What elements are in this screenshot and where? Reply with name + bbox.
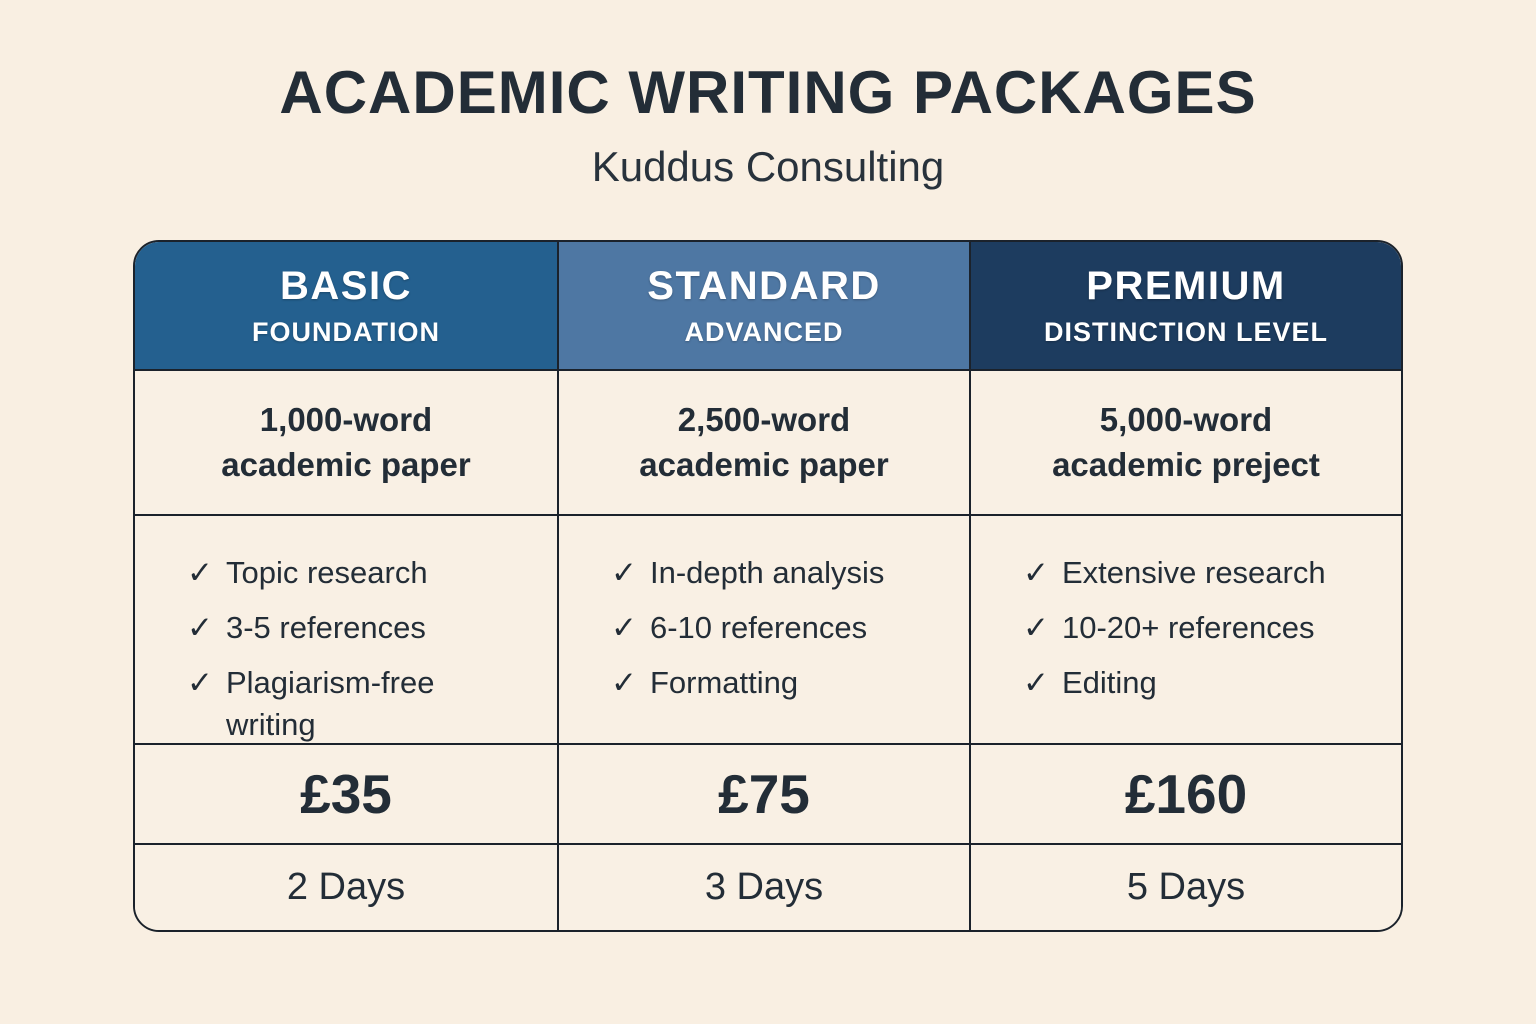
tier-name: STANDARD <box>647 263 881 308</box>
turnaround-standard: 3 Days <box>559 845 971 930</box>
features-list-basic <box>135 516 559 745</box>
feature-item <box>187 662 526 746</box>
feature-item <box>611 662 798 704</box>
price-standard: £75 <box>559 745 971 845</box>
tier-level: ADVANCED <box>684 316 844 347</box>
feature-item <box>1023 607 1314 649</box>
feature-item <box>611 607 867 649</box>
feature-item <box>187 552 428 594</box>
check-icon: ✓ <box>1023 555 1049 590</box>
features-list-standard <box>559 516 971 745</box>
page-title: ACADEMIC WRITING PACKAGES <box>279 59 1257 126</box>
feature-label: 6-10 references <box>649 609 868 645</box>
description-text: 1,000-word academic paper <box>221 400 471 483</box>
pricing-table <box>133 240 1403 932</box>
description-text: 2,500-word academic paper <box>639 400 889 483</box>
feature-item <box>1023 662 1157 704</box>
feature-label: 10-20+ references <box>1061 609 1315 645</box>
price-premium: £160 <box>971 745 1401 845</box>
tier-name: PREMIUM <box>1086 263 1286 308</box>
package-description-basic <box>135 371 559 516</box>
turnaround-premium: 5 Days <box>971 845 1401 930</box>
check-icon: ✓ <box>187 664 213 700</box>
check-icon: ✓ <box>611 664 637 700</box>
feature-item <box>1023 552 1326 594</box>
feature-label: Editing <box>1061 664 1157 700</box>
turnaround-basic: 2 Days <box>135 845 559 930</box>
check-icon: ✓ <box>1023 609 1049 645</box>
feature-label: Extensive research <box>1061 555 1326 590</box>
check-icon: ✓ <box>611 555 637 590</box>
package-description-standard <box>559 371 971 516</box>
tier-level: DISTINCTION LEVEL <box>1043 316 1328 347</box>
feature-item <box>611 552 884 594</box>
feature-label: Formatting <box>649 664 799 700</box>
tier-name: BASIC <box>280 263 412 308</box>
feature-label: In-depth analysis <box>649 555 885 590</box>
feature-item <box>187 607 426 649</box>
description-text: 5,000-word academic preject <box>1052 400 1320 483</box>
tier-header-standard <box>559 242 971 371</box>
tier-level: FOUNDATION <box>252 316 440 347</box>
check-icon: ✓ <box>1023 664 1049 700</box>
feature-label: Topic research <box>225 555 428 590</box>
tier-header-premium <box>971 242 1401 371</box>
check-icon: ✓ <box>611 609 637 645</box>
page-subtitle: Kuddus Consulting <box>591 143 945 190</box>
tier-header-basic <box>135 242 559 371</box>
feature-label: 3-5 references <box>225 609 426 645</box>
check-icon: ✓ <box>187 555 213 590</box>
feature-label: Plagiarism-free writing <box>225 664 435 742</box>
check-icon: ✓ <box>187 609 213 645</box>
price-basic: £35 <box>135 745 559 845</box>
masthead <box>0 0 1536 191</box>
features-list-premium <box>971 516 1401 745</box>
package-description-premium <box>971 371 1401 516</box>
